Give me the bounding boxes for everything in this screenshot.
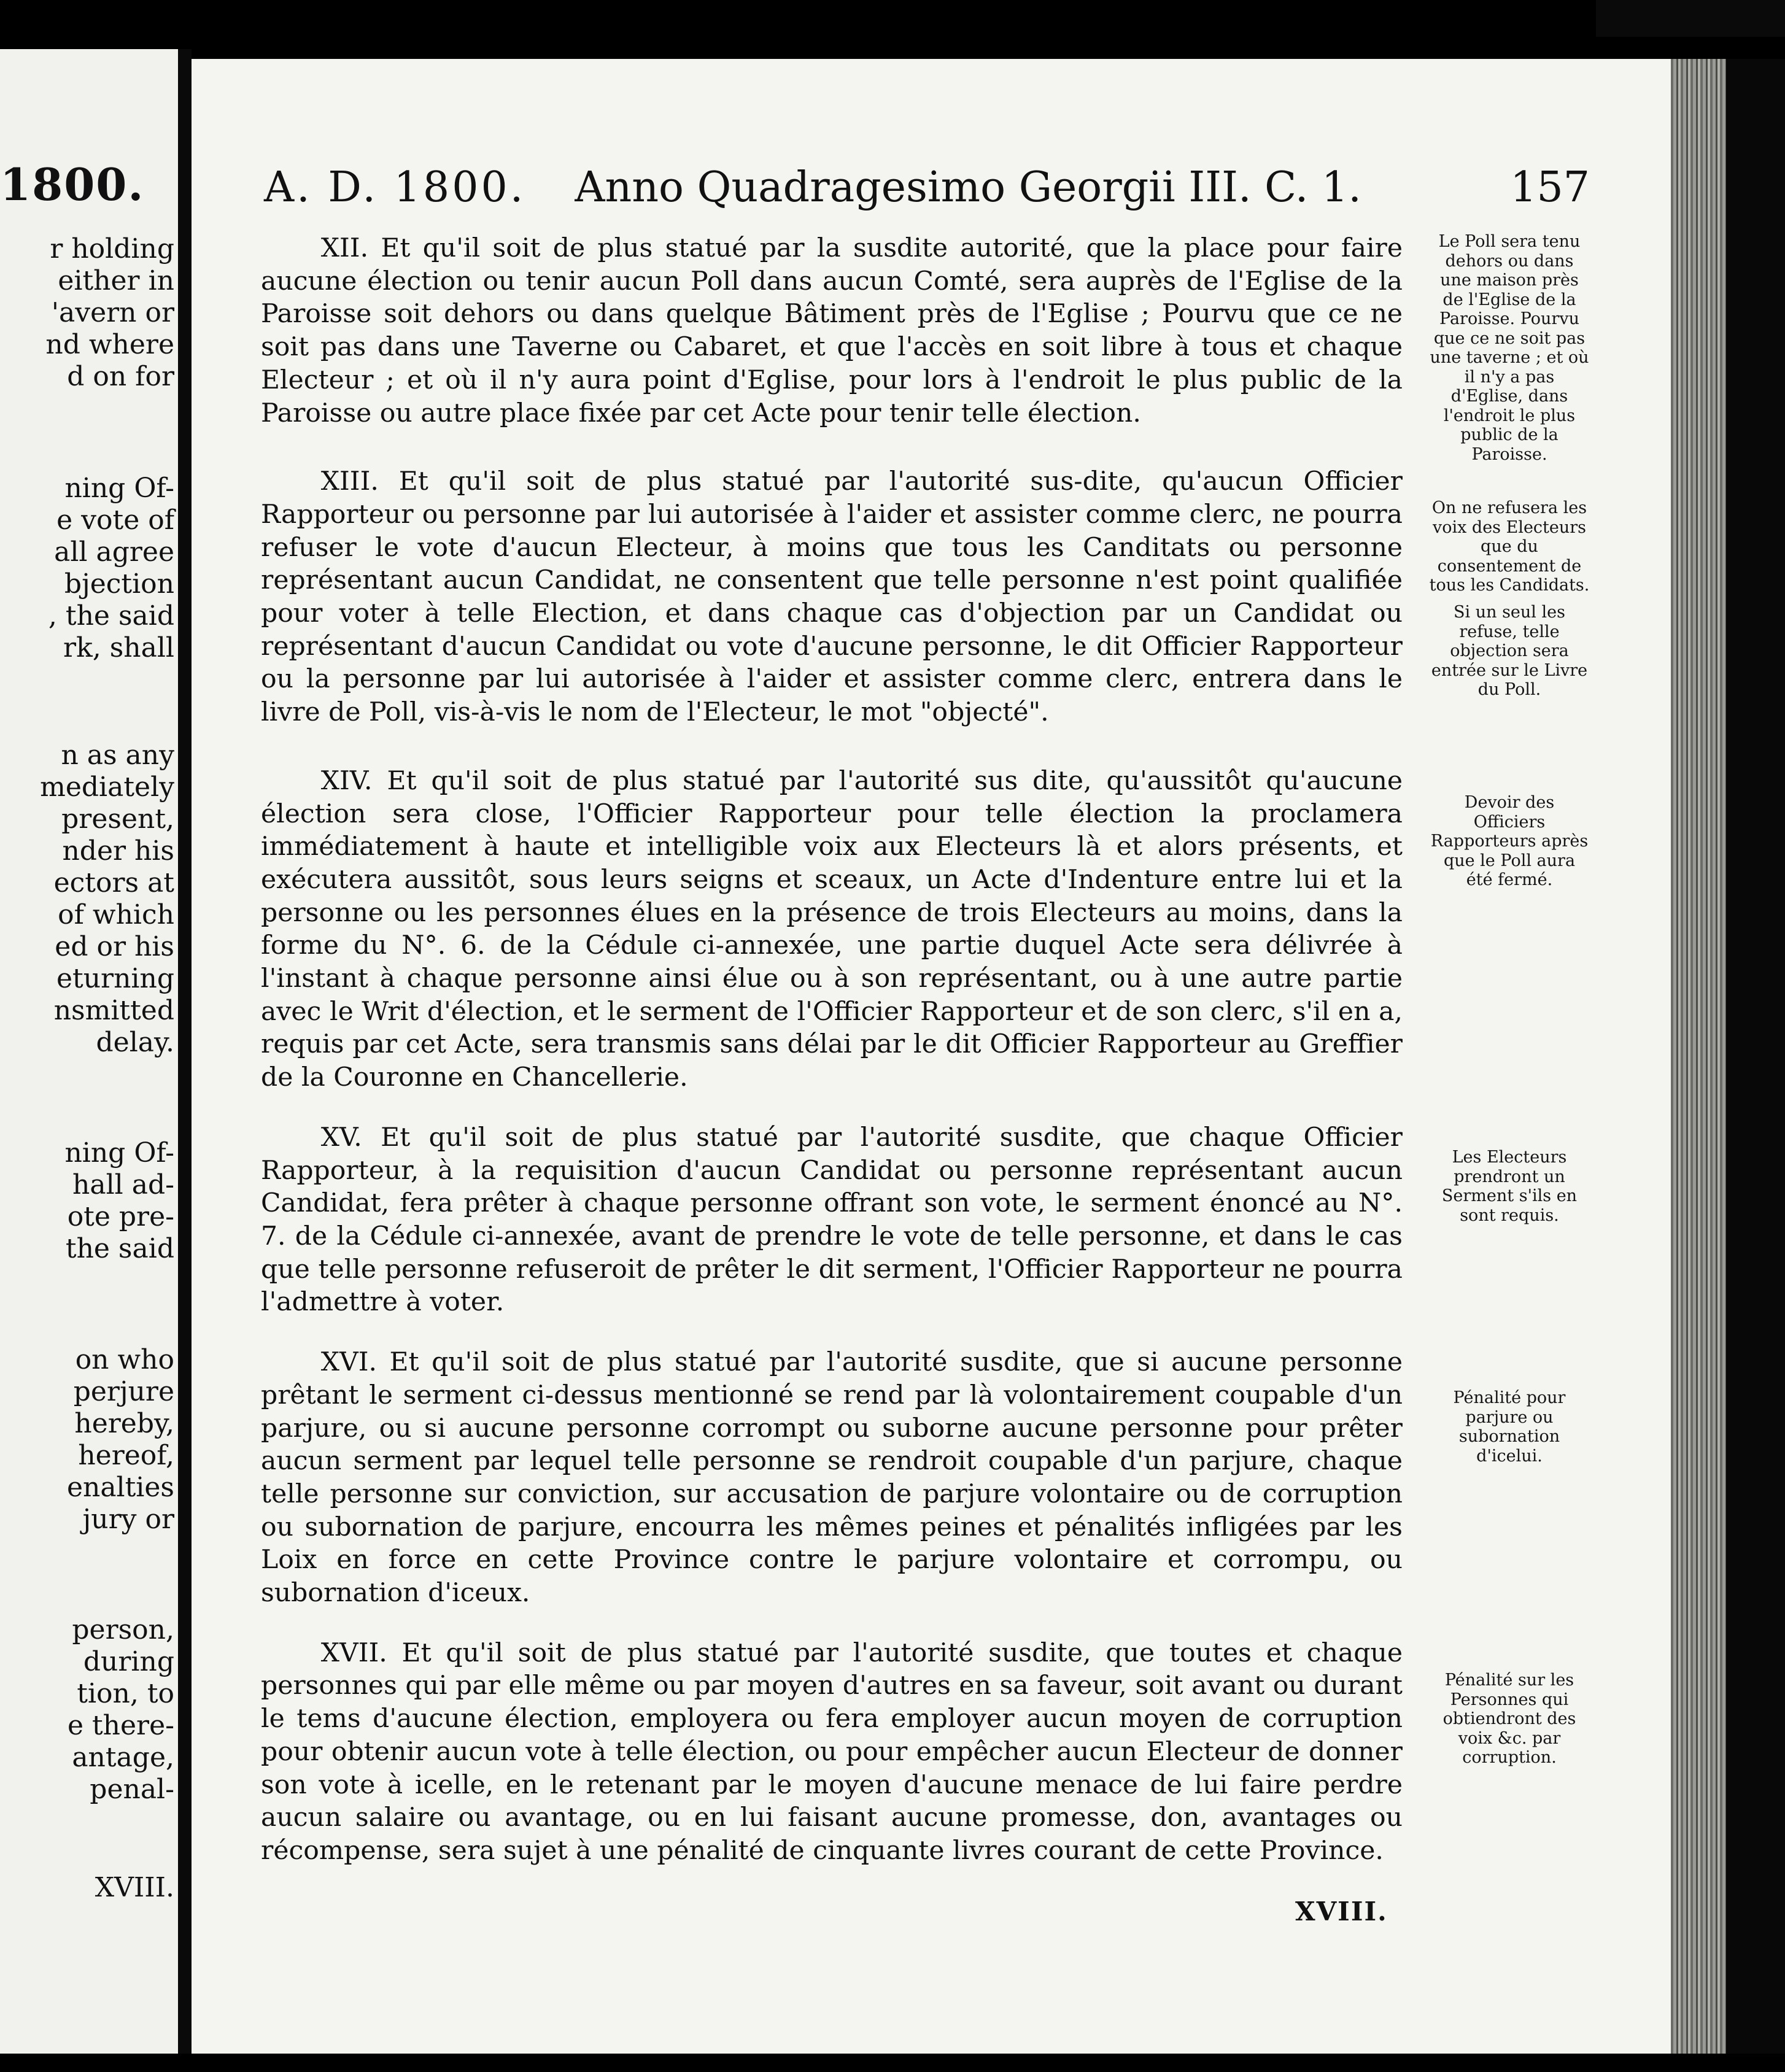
left-page-line: person, xyxy=(72,1614,174,1645)
section-xv: XV. Et qu'il soit de plus statué par l'autorité susdite, que chaque Officier Rapporteur, à la requisition d'aucun Candidat ou personne représentant aucun Candidat, fera prêter à chaque personne offrant son vote, le serment énoncé au N°. 7. de la Cédule ci-annexée, avant de prendre le vote de telle personne, et dans le cas que telle personne refuseroit de prêter le dit serment, l'Officier Rapporteur ne pourra l'admettre à voter. xyxy=(261,1122,1403,1318)
left-page-line: d on for xyxy=(67,361,174,392)
left-page-line: , the said xyxy=(48,600,174,632)
left-page-line: mediately xyxy=(40,771,174,803)
page-number: 157 xyxy=(1510,163,1590,212)
left-page-line: e vote of xyxy=(56,504,174,536)
margin-note-officer-duty: Devoir des Officiers Rapporteurs après que le Poll aura été fermé. xyxy=(1430,793,1589,889)
left-page-line: hereof, xyxy=(78,1440,174,1471)
left-page-line: the said xyxy=(65,1233,174,1264)
left-page-line: bjection xyxy=(64,568,174,600)
section-xiii: XIII. Et qu'il soit de plus statué par l'autorité sus-dite, qu'aucun Officier Rapporteur ou personne par lui autorisée à l'aider et assister comme clerc, ne pourra refuser le vote d'aucun Electeur, à moins que tous les Canditats ou personne représentant aucun Candidat, ne consentent que telle personne n'est point qualifiée pour voter à telle Election, et dans chaque cas d'objection par un Candidat ou représentant d'aucun Candidat ou vote d'aucune personne, le dit Officier Rapporteur ou la personne par lui autorisée à l'aider et assister comme clerc, entrera dans le livre de Poll, vis-à-vis le nom de l'Electeur, le mot "objecté". xyxy=(261,466,1403,728)
left-page-line: of which xyxy=(58,899,174,930)
left-page-line: ote pre- xyxy=(67,1201,174,1232)
left-page-line: ed or his xyxy=(55,931,174,962)
left-page-line: penal- xyxy=(90,1774,174,1805)
left-page-line: n as any xyxy=(61,740,174,771)
margin-note-refuse-votes: On ne refusera les voix des Electeurs que du consentement de tous les Candidats. xyxy=(1429,498,1590,595)
margin-note-poll-location: Le Poll sera tenu dehors ou dans une maison près de l'Eglise de la Paroisse. Pourvu que ce ne soit pas une taverne ; et où il n'y a pas d'Eglise, dans l'endroit le plus public de la Paroisse. xyxy=(1430,232,1589,464)
left-page-line: eturning xyxy=(56,963,174,994)
margin-note-objection: Si un seul les refuse, telle objection sera entrée sur le Livre du Poll. xyxy=(1431,603,1588,699)
left-page-line: perjure xyxy=(73,1376,174,1407)
section-xii: XII. Et qu'il soit de plus statué par la susdite autorité, que la place pour faire aucune élection ou tenir aucun Poll dans aucun Comté, sera auprès de l'Eglise de la Paroisse soit dehors ou dans quelque Bâtiment près de l'Eglise ; Pourvu que ce ne soit pas dans une Taverne ou Cabaret, et que l'accès en soit libre à tous et chaque Electeur ; et où il n'y aura point d'Eglise, pour lors à l'endroit le plus public de la Paroisse ou autre place fixée par cet Acte pour tenir telle élection. xyxy=(261,233,1403,428)
left-page-line: jury or xyxy=(82,1504,174,1535)
header-year: A. D. 1800. xyxy=(264,163,526,212)
section-xvi: XVI. Et qu'il soit de plus statué par l'autorité susdite, que si aucune personne prêtant le serment ci-dessus mentionné se rend par là volontairement coupable d'un parjure, ou si aucune personne corrompt ou suborne aucune personne pour prêter aucun serment par lequel telle personne se rendroit coupable d'un parjure, chaque telle personne sur conviction, sur accusation de parjure volontaire ou de corruption ou subornation de parjure, encourra les mêmes peines et pénalités infligées par les Loix en force en cette Province contre le parjure volontaire et corrompu, ou subornation d'iceux. xyxy=(261,1347,1403,1609)
left-page-line: rk, shall xyxy=(63,632,174,663)
left-page-line: antage, xyxy=(72,1742,174,1773)
margin-note-corruption: Pénalité sur les Personnes qui obtiendront des voix &c. par corruption. xyxy=(1442,1671,1576,1767)
margin-note-perjury: Pénalité pour parjure ou subornation d'icelui. xyxy=(1453,1388,1566,1466)
left-page-line: nder his xyxy=(62,835,174,867)
left-page-line: delay. xyxy=(96,1027,174,1058)
scan-border xyxy=(1726,59,1785,2054)
book-gutter xyxy=(178,49,192,2054)
section-xvii: XVII. Et qu'il soit de plus statué par l'autorité susdite, que toutes et chaque personnes qui par elle même ou par moyen d'autres en sa faveur, soit avant ou durant le tems d'aucune élection, employera ou fera employer aucun moyen de corruption pour obtenir aucun vote à telle élection, ou pour empêcher aucun Electeur de donner son vote à icelle, en le retenant par le moyen d'aucune menace de lui faire perdre aucun salaire ou avantage, ou en lui faisant aucune promesse, don, avantages ou récompense, sera sujet à une pénalité de cinquante livres courant de cette Province. xyxy=(261,1637,1403,1866)
running-header xyxy=(264,163,1590,212)
left-page-line: present, xyxy=(61,803,174,835)
left-page-line: ectors at xyxy=(53,867,174,899)
left-page-line: ning Of- xyxy=(64,473,174,504)
left-page-line: e there- xyxy=(67,1710,174,1741)
catchword: XVIII. xyxy=(1295,1896,1388,1927)
left-page-line: ning Of- xyxy=(64,1137,174,1169)
left-page-line: hereby, xyxy=(74,1408,174,1439)
left-page-line: on who xyxy=(75,1344,174,1375)
left-page-line: 'avern or xyxy=(51,297,174,328)
left-page-line: nsmitted xyxy=(53,995,174,1026)
header-title: Anno Quadragesimo Georgii III. C. 1. xyxy=(575,163,1361,212)
margin-note-oath: Les Electeurs prendront un Serment s'ils en sont requis. xyxy=(1441,1148,1578,1225)
left-page-line: nd where xyxy=(45,329,174,360)
left-page-line: r holding xyxy=(50,233,174,265)
page-block-edge xyxy=(1671,59,1726,2054)
scan-border-top xyxy=(1596,0,1785,37)
body-text xyxy=(261,232,1403,1868)
left-page-line: during xyxy=(83,1646,174,1677)
left-page-header: 1800. xyxy=(0,158,145,211)
left-page-line: tion, to xyxy=(77,1678,174,1709)
left-page-line: hall ad- xyxy=(72,1169,174,1200)
left-page-line: all agree xyxy=(54,536,174,568)
section-xiv: XIV. Et qu'il soit de plus statué par l'autorité sus dite, qu'aussitôt qu'aucune élection sera close, l'Officier Rapporteur pour telle élection la proclamera immédiatement à haute et intelligible voix aux Electeurs là et alors présents, et exécutera aussitôt, sous leurs seigns et sceaux, un Acte d'Indenture entre lui et la personne ou les personnes élues en la présence de trois Electeurs au moins, dans la forme du N°. 6. de la Cédule ci-annexée, une partie duquel Acte sera délivrée à l'instant à chaque personne ainsi élue ou à son représentant, ou à une autre partie avec le Writ d'élection, et le serment de l'Officier Rapporteur et de son clerc, s'il en a, requis par cet Acte, sera transmis sans délai par le dit Officier Rapporteur au Greffier de la Couronne en Chancellerie. xyxy=(261,765,1403,1093)
left-page-line: XVIII. xyxy=(95,1872,174,1903)
left-page-line: enalties xyxy=(66,1472,174,1503)
left-facing-page xyxy=(0,49,178,2054)
left-page-line: either in xyxy=(58,265,174,296)
